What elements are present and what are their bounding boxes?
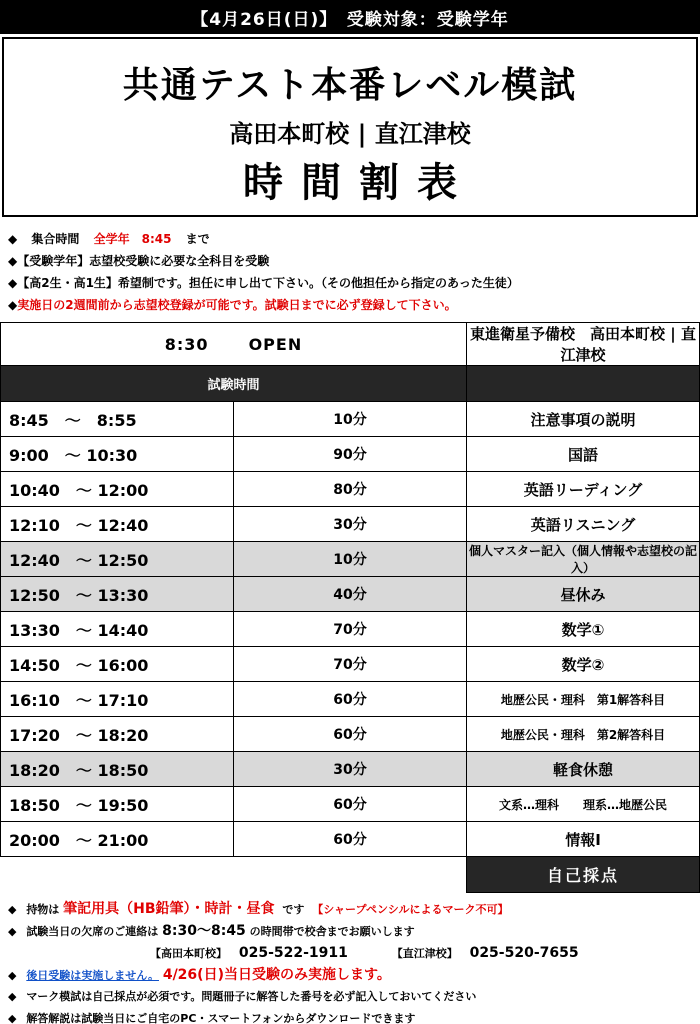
event-name: 注意事項の説明 [467,402,700,437]
note-belongings: ◆ 持物は 筆記用具（HB鉛筆）・時計・昼食 です 【シャープペンシルによるマーク不可】 [8,901,509,917]
timetable-row [1,542,700,577]
diamond-bullet-icon: ◆ [8,276,18,290]
event-name: 情報Ⅰ [467,822,700,857]
diamond-bullet-icon: ◆ [8,298,18,312]
timetable-row [1,612,700,647]
time-range: 18:20 ～ 18:50 [1,752,234,787]
event-name: 数学② [467,647,700,682]
event-name: 数学① [467,612,700,647]
top-notes [0,228,700,316]
timetable-row [1,752,700,787]
event-name: 国語 [467,437,700,472]
diamond-bullet-icon: ◆ [8,232,18,246]
exam-title: 共通テスト本番レベル模試 [122,65,578,106]
duration: 70分 [234,647,467,682]
time-range: 12:40 ～ 12:50 [1,542,234,577]
open-row [1,323,700,366]
timetable-row [1,472,700,507]
timetable-row [1,717,700,752]
timetable-row [1,402,700,437]
timetable [0,322,700,893]
time-range: 20:00 ～ 21:00 [1,822,234,857]
event-name: 地歴公民・理科 第1解答科目 [467,682,700,717]
duration: 90分 [234,437,467,472]
time-range: 12:50 ～ 13:30 [1,577,234,612]
note-self-grading: ◆ マーク模試は自己採点が必須です。問題冊子に解答した番号を必ず記入しておいてください [8,990,477,1003]
open-time: 8:30 [164,334,209,354]
diamond-bullet-icon: ◆ [8,1012,17,1024]
event-name: 英語リスニング [467,507,700,542]
date-banner: 【4月26日(日)】 受験対象：受験学年 [0,0,700,34]
duration: 60分 [234,787,467,822]
self-grading-row [1,857,700,893]
diamond-bullet-icon: ◆ [8,990,17,1003]
time-range: 13:30 ～ 14:40 [1,612,234,647]
duration: 60分 [234,822,467,857]
bottom-notes [0,898,700,1024]
contact-naoetsu-name: 【直江津校】 [391,947,458,960]
timetable-row [1,437,700,472]
duration: 10分 [234,542,467,577]
diamond-bullet-icon: ◆ [8,903,17,916]
note-no-makeup: ◆ 後日受験は実施しません。 4/26(日)当日受験のみ実施します。 [8,967,391,983]
open-label: OPEN [248,334,303,354]
time-range: 10:40 ～ 12:00 [1,472,234,507]
time-range: 14:50 ～ 16:00 [1,647,234,682]
time-range: 9:00 ～ 10:30 [1,437,234,472]
note-registration: ◆実施日の2週間前から志望校登録が可能です。試験日までに必ず登録して下さい。 [8,298,457,312]
event-name: 昼休み [467,577,700,612]
event-name: 文系…理科 理系…地歴公民 [467,787,700,822]
time-range: 18:50 ～ 19:50 [1,787,234,822]
note-lower-grades: ◆【高2生・高1生】希望制です。担任に申し出て下さい。（その他担任から指定のあった生徒） [8,276,519,290]
contact-naoetsu-tel: 025-520-7655 [469,945,579,961]
open-cell [1,323,467,366]
time-range: 12:10 ～ 12:40 [1,507,234,542]
timetable-row [1,787,700,822]
note-gathering-time: ◆ 集合時間 全学年 8:45 まで [8,232,210,246]
note-absence-contact: ◆ 試験当日の欠席のご連絡は 8:30～8:45 の時間帯で校舎までお願いします [8,923,415,939]
event-name: 軽食休憩 [467,752,700,787]
timetable-row [1,822,700,857]
contact-numbers [0,942,700,964]
duration: 80分 [234,472,467,507]
timetable-row [1,647,700,682]
duration: 10分 [234,402,467,437]
note-target-grade: ◆【受験学年】志望校受験に必要な全科目を受験 [8,254,270,268]
time-range: 17:20 ～ 18:20 [1,717,234,752]
blank-cell [1,857,467,893]
duration: 60分 [234,682,467,717]
timetable-row [1,577,700,612]
note-answers-download: ◆ 解答解説は試験当日にご自宅のPC・スマートフォンからダウンロードできます [8,1012,416,1024]
duration: 60分 [234,717,467,752]
self-grading-cell: 自己採点 [467,857,700,893]
venue-cell: 東進衛星予備校 高田本町校 | 直江津校 [467,323,700,366]
event-name: 英語リーディング [467,472,700,507]
time-range: 16:10 ～ 17:10 [1,682,234,717]
duration: 30分 [234,507,467,542]
event-name: 個人マスター記入（個人情報や志望校の記入） [467,542,700,577]
contact-takada-tel: 025-522-1911 [238,945,348,961]
header-row [1,366,700,402]
header-blank [467,366,700,402]
diamond-bullet-icon: ◆ [8,969,17,982]
timetable-heading: 時間割表 [243,160,475,206]
time-header: 試験時間 [1,366,467,402]
duration: 70分 [234,612,467,647]
contact-takada-name: 【高田本町校】 [150,947,227,960]
diamond-bullet-icon: ◆ [8,254,18,268]
school-names: 高田本町校 | 直江津校 [229,120,471,148]
timetable-row [1,682,700,717]
diamond-bullet-icon: ◆ [8,925,17,938]
event-name: 地歴公民・理科 第2解答科目 [467,717,700,752]
title-box [2,37,698,217]
duration: 40分 [234,577,467,612]
duration: 30分 [234,752,467,787]
time-range: 8:45 ～ 8:55 [1,402,234,437]
timetable-row [1,507,700,542]
